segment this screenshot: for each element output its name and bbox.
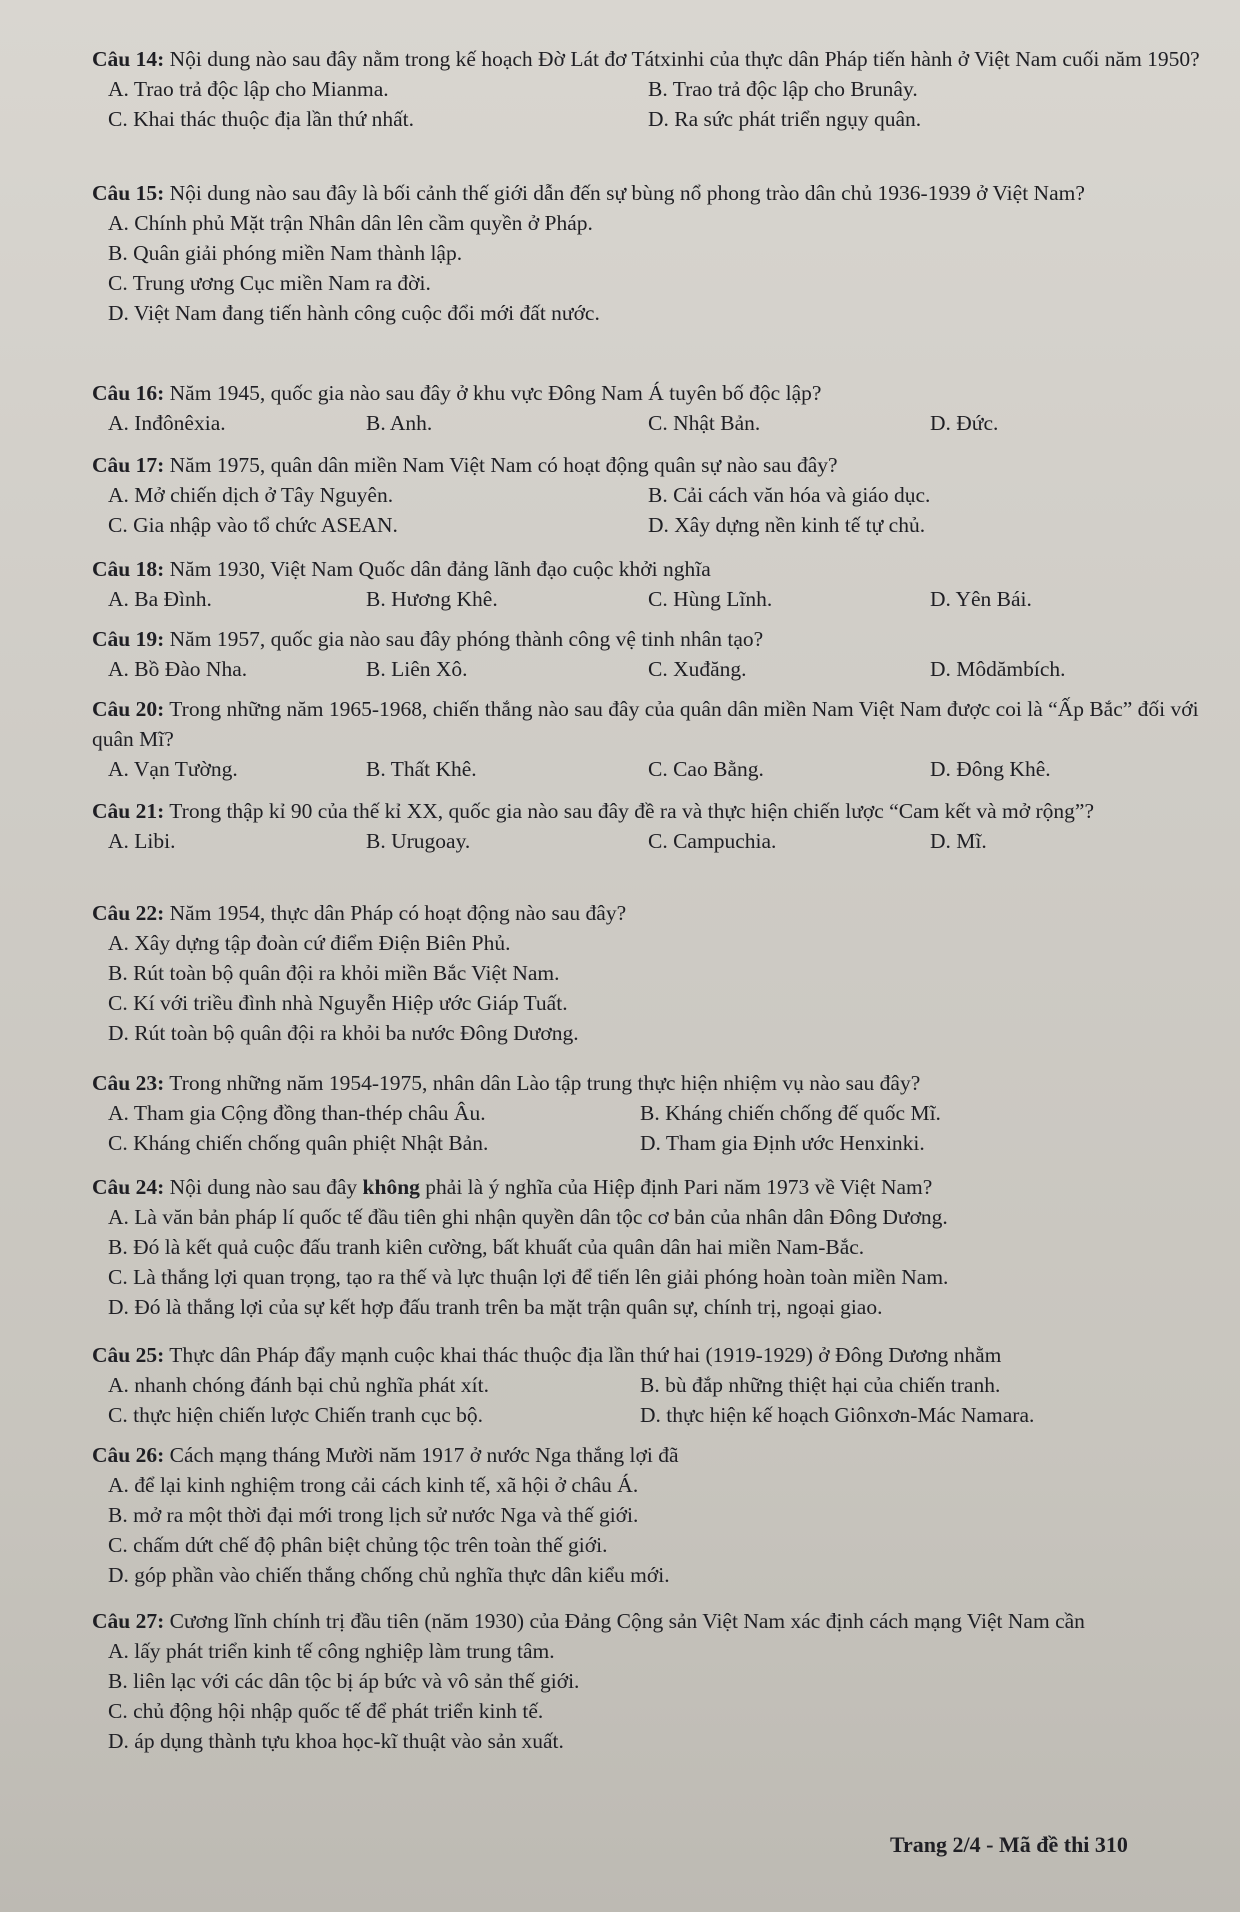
option-d: D. Xây dựng nền kinh tế tự chủ. [648,513,926,537]
question-18 [80,554,1200,614]
option-b: B. Urugoay. [366,829,471,853]
question-text: Cương lĩnh chính trị đầu tiên (năm 1930) của Đảng Cộng sản Việt Nam xác định cách mạng Việt Nam cần [169,1609,1085,1633]
option-d: D. Mĩ. [930,829,987,853]
option-c: C. Nhật Bản. [648,411,761,435]
question-label: Câu 25: [92,1343,165,1367]
option-b: B. bù đắp những thiệt hại của chiến tranh. [640,1373,1001,1397]
option-d: D. Rút toàn bộ quân đội ra khỏi ba nước Đông Dương. [108,1021,579,1045]
option-a: A. nhanh chóng đánh bại chủ nghĩa phát xít. [108,1373,489,1397]
option-a: A. Ba Đình. [108,587,212,611]
option-d: D. Môdămbích. [930,657,1066,681]
question-21 [80,796,1200,856]
option-c: C. Campuchia. [648,829,777,853]
question-label: Câu 20: [92,697,165,721]
option-b: B. Anh. [366,411,433,435]
option-b: B. Kháng chiến chống đế quốc Mĩ. [640,1101,941,1125]
question-label: Câu 15: [92,181,165,205]
option-c: C. chủ động hội nhập quốc tế để phát triển kinh tế. [108,1699,544,1723]
option-c: C. Kháng chiến chống quân phiệt Nhật Bản. [108,1131,489,1155]
option-a: A. Tham gia Cộng đồng than-thép châu Âu. [108,1101,486,1125]
question-text: Nội dung nào sau đây nằm trong kế hoạch Đờ Lát đơ Tátxinhi của thực dân Pháp tiến hành ở Việt Nam cuối năm 1950? [169,47,1200,71]
option-a: A. Trao trả độc lập cho Mianma. [108,77,389,101]
question-text: Năm 1945, quốc gia nào sau đây ở khu vực Đông Nam Á tuyên bố độc lập? [169,381,822,405]
question-text: Năm 1957, quốc gia nào sau đây phóng thành công vệ tinh nhân tạo? [169,627,764,651]
question-text: Cách mạng tháng Mười năm 1917 ở nước Nga thắng lợi đã [169,1443,679,1467]
option-c: C. chấm dứt chế độ phân biệt chủng tộc trên toàn thế giới. [108,1533,608,1557]
question-text-after: phải là ý nghĩa của Hiệp định Pari năm 1973 về Việt Nam? [419,1175,933,1199]
question-20 [80,694,1200,784]
option-d: D. Đức. [930,411,999,435]
option-a: A. Libi. [108,829,176,853]
option-c: C. Là thắng lợi quan trọng, tạo ra thế và lực thuận lợi để tiến lên giải phóng hoàn toàn miền Nam. [108,1265,949,1289]
option-a: A. Chính phủ Mặt trận Nhân dân lên cầm quyền ở Pháp. [108,211,593,235]
option-d: D. áp dụng thành tựu khoa học-kĩ thuật vào sản xuất. [108,1729,564,1753]
option-b: B. Hương Khê. [366,587,498,611]
question-text: Trong thập kỉ 90 của thế kỉ XX, quốc gia nào sau đây đề ra và thực hiện chiến lược “Cam kết và mở rộng”? [169,799,1094,823]
option-d: D. Việt Nam đang tiến hành công cuộc đổi mới đất nước. [108,301,600,325]
option-c: C. Trung ương Cục miền Nam ra đời. [108,271,431,295]
question-label: Câu 17: [92,453,165,477]
question-label: Câu 23: [92,1071,165,1095]
option-d: D. Ra sức phát triển ngụy quân. [648,107,922,131]
question-14 [80,44,1200,134]
option-b: B. Liên Xô. [366,657,468,681]
question-text: Thực dân Pháp đẩy mạnh cuộc khai thác thuộc địa lần thứ hai (1919-1929) ở Đông Dương nhằm [169,1343,1002,1367]
option-a: A. Vạn Tường. [108,757,238,781]
question-label: Câu 19: [92,627,165,651]
question-text: Nội dung nào sau đây là bối cảnh thế giới dẫn đến sự bùng nổ phong trào dân chủ 1936-1939 ở Việt Nam? [169,181,1085,205]
question-label: Câu 27: [92,1609,165,1633]
option-d: D. Tham gia Định ước Henxinki. [640,1131,925,1155]
question-27 [80,1606,1200,1756]
option-b: B. Cải cách văn hóa và giáo dục. [648,483,931,507]
question-text: Năm 1975, quân dân miền Nam Việt Nam có hoạt động quân sự nào sau đây? [169,453,838,477]
question-label: Câu 26: [92,1443,165,1467]
question-15 [80,178,1200,328]
option-d: D. Yên Bái. [930,587,1032,611]
question-text: Trong những năm 1965-1968, chiến thắng nào sau đây của quân dân miền Nam Việt Nam được coi là “Ấp Bắc” đối với quân Mĩ? [92,697,1199,751]
question-26 [80,1440,1200,1590]
option-d: D. thực hiện kế hoạch Giônxơn-Mác Namara. [640,1403,1035,1427]
option-c: C. Xuđăng. [648,657,747,681]
option-c: C. thực hiện chiến lược Chiến tranh cục bộ. [108,1403,483,1427]
option-a: A. Mở chiến dịch ở Tây Nguyên. [108,483,394,507]
question-label: Câu 16: [92,381,165,405]
option-b: B. Quân giải phóng miền Nam thành lập. [108,241,463,265]
option-c: C. Kí với triều đình nhà Nguyễn Hiệp ước Giáp Tuất. [108,991,568,1015]
page-footer: Trang 2/4 - Mã đề thi 310 [890,1832,1128,1857]
question-label: Câu 18: [92,557,165,581]
option-b: B. Rút toàn bộ quân đội ra khỏi miền Bắc Việt Nam. [108,961,560,985]
option-d: D. góp phần vào chiến thắng chống chủ nghĩa thực dân kiểu mới. [108,1563,670,1587]
question-text: Năm 1954, thực dân Pháp có hoạt động nào sau đây? [169,901,627,925]
option-d: D. Đó là thắng lợi của sự kết hợp đấu tranh trên ba mặt trận quân sự, chính trị, ngoại giao. [108,1295,883,1319]
question-text-before: Nội dung nào sau đây [169,1175,363,1199]
option-a: A. Inđônêxia. [108,411,226,435]
option-b: B. liên lạc với các dân tộc bị áp bức và vô sản thế giới. [108,1669,580,1693]
question-16 [80,378,1200,438]
option-b: B. Thất Khê. [366,757,477,781]
question-negation: không [362,1175,420,1199]
option-a: A. lấy phát triển kinh tế công nghiệp làm trung tâm. [108,1639,555,1663]
option-b: B. mở ra một thời đại mới trong lịch sử nước Nga và thế giới. [108,1503,639,1527]
option-c: C. Gia nhập vào tổ chức ASEAN. [108,513,398,537]
option-a: A. Xây dựng tập đoàn cứ điểm Điện Biên Phủ. [108,931,511,955]
option-c: C. Khai thác thuộc địa lần thứ nhất. [108,107,415,131]
question-label: Câu 24: [92,1175,165,1199]
question-24 [80,1172,1200,1322]
question-25 [80,1340,1200,1430]
question-23 [80,1068,1200,1158]
question-22 [80,898,1200,1048]
question-label: Câu 22: [92,901,165,925]
option-a: A. để lại kinh nghiệm trong cải cách kinh tế, xã hội ở châu Á. [108,1473,639,1497]
option-a: A. Bồ Đào Nha. [108,657,248,681]
option-c: C. Cao Bằng. [648,757,764,781]
question-19 [80,624,1200,684]
question-text: Năm 1930, Việt Nam Quốc dân đảng lãnh đạo cuộc khởi nghĩa [169,557,711,581]
option-a: A. Là văn bản pháp lí quốc tế đầu tiên ghi nhận quyền dân tộc cơ bản của nhân dân Đông Dương. [108,1205,948,1229]
option-b: B. Trao trả độc lập cho Brunây. [648,77,918,101]
question-label: Câu 21: [92,799,165,823]
question-17 [80,450,1200,540]
option-c: C. Hùng Lĩnh. [648,587,773,611]
question-label: Câu 14: [92,47,165,71]
option-b: B. Đó là kết quả cuộc đấu tranh kiên cường, bất khuất của quân dân hai miền Nam-Bắc. [108,1235,865,1259]
option-d: D. Đông Khê. [930,757,1051,781]
question-text: Trong những năm 1954-1975, nhân dân Lào tập trung thực hiện nhiệm vụ nào sau đây? [169,1071,921,1095]
